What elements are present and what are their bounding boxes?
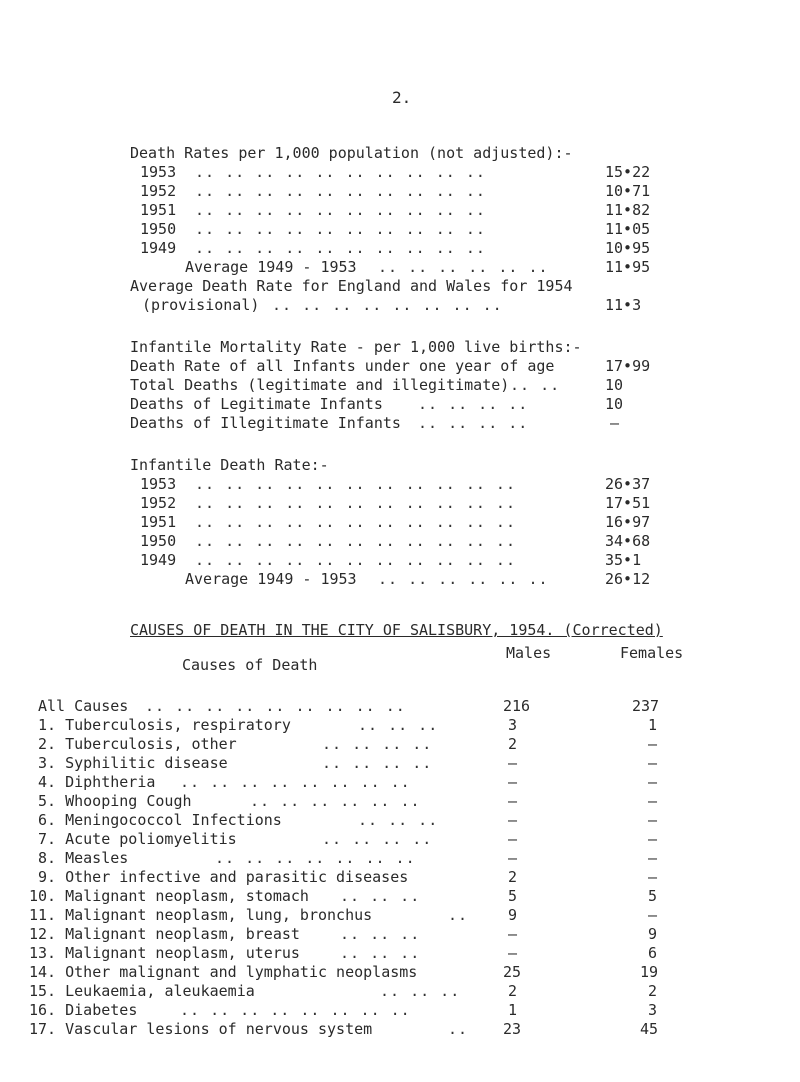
dot-leader: .. .. .. .. .. .. ..: [215, 849, 416, 867]
dot-leader: .. .. ..: [340, 925, 421, 943]
males-value: –: [508, 925, 518, 943]
dot-leader: ..: [448, 1020, 469, 1038]
infant-rate-average-value: 26•12: [605, 570, 651, 588]
females-value: –: [648, 735, 658, 753]
infant-rate-year: 1953: [140, 475, 177, 493]
causes-table-title: CAUSES OF DEATH IN THE CITY OF SALISBURY, 1954. (Corrected): [130, 621, 663, 639]
females-value: –: [648, 773, 658, 791]
dot-leader: .. .. .. .. .. .. .. ..: [180, 773, 411, 791]
cause-label: 5. Whooping Cough: [38, 792, 192, 810]
males-value: –: [508, 773, 518, 791]
dot-leader: .. .. .. .. .. .. .. .. ..: [145, 697, 406, 715]
england-wales-label-2: (provisional): [142, 296, 260, 314]
illegitimate-deaths-value: –: [610, 414, 620, 432]
males-value: 216: [503, 697, 531, 715]
dot-leader: .. .. .. .. .. .. .. .. .. .. ..: [195, 494, 516, 512]
column-header-males: Males: [506, 644, 552, 662]
dot-leader: .. .. .. .. .. .. .. .. .. .. ..: [195, 532, 516, 550]
males-value: –: [508, 792, 518, 810]
males-value: –: [508, 754, 518, 772]
cause-label: 17. Vascular lesions of nervous system: [29, 1020, 373, 1038]
death-rate-value: 11•05: [605, 220, 651, 238]
females-value: 3: [648, 1001, 658, 1019]
death-rate-value: 10•71: [605, 182, 651, 200]
cause-label: 3. Syphilitic disease: [38, 754, 228, 772]
england-wales-label: Average Death Rate for England and Wales for 1954: [130, 277, 573, 295]
infantile-death-rate-heading: Infantile Death Rate:-: [130, 456, 329, 474]
column-header-cause: Causes of Death: [182, 656, 318, 674]
dot-leader: .. .. .. .. .. ..: [378, 570, 549, 588]
death-rate-year: 1951: [140, 201, 177, 219]
infant-rate-value: 34•68: [605, 532, 651, 550]
death-rate-year: 1950: [140, 220, 177, 238]
females-value: –: [648, 792, 658, 810]
infant-rate-year: 1949: [140, 551, 177, 569]
dot-leader: .. .. .. .. .. .. .. ..: [272, 296, 503, 314]
females-value: –: [648, 849, 658, 867]
infantile-mortality-heading: Infantile Mortality Rate - per 1,000 live births:-: [130, 338, 582, 356]
death-rate-year: 1949: [140, 239, 177, 257]
dot-leader: .. .. .. .. .. ..: [378, 258, 549, 276]
dot-leader: .. .. .. .. .. .. .. .. .. .. ..: [195, 551, 516, 569]
males-value: –: [508, 849, 518, 867]
cause-label: 10. Malignant neoplasm, stomach: [29, 887, 309, 905]
dot-leader: .. .. .. .. .. .. .. .. .. ..: [195, 201, 486, 219]
infant-rate-value: 35•1: [605, 551, 642, 569]
females-value: 6: [648, 944, 658, 962]
total-deaths-label: Total Deaths (legitimate and illegitimate): [130, 376, 510, 394]
dot-leader: .. .. .. .. .. .. .. .. .. .. ..: [195, 475, 516, 493]
cause-label: 11. Malignant neoplasm, lung, bronchus: [29, 906, 373, 924]
males-value: 25: [503, 963, 522, 981]
males-value: 9: [508, 906, 518, 924]
males-value: 23: [503, 1020, 522, 1038]
dot-leader: ..: [448, 906, 469, 924]
males-value: 5: [508, 887, 518, 905]
dot-leader: .. .. .. .. .. .. .. .. .. ..: [195, 182, 486, 200]
cause-label: 1. Tuberculosis, respiratory: [38, 716, 291, 734]
cause-label: All Causes: [38, 697, 129, 715]
females-value: 9: [648, 925, 658, 943]
infant-rate-value: 16•97: [605, 513, 651, 531]
males-value: –: [508, 830, 518, 848]
cause-label: 4. Diphtheria: [38, 773, 156, 791]
males-value: 1: [508, 1001, 518, 1019]
illegitimate-deaths-label: Deaths of Illegitimate Infants: [130, 414, 401, 432]
infant-rate-year: 1950: [140, 532, 177, 550]
females-value: –: [648, 754, 658, 772]
dot-leader: .. .. .. ..: [322, 754, 433, 772]
cause-label: 15. Leukaemia, aleukaemia: [29, 982, 255, 1000]
males-value: –: [508, 944, 518, 962]
females-value: –: [648, 868, 658, 886]
dot-leader: .. .. .. ..: [418, 395, 529, 413]
england-wales-value: 11•3: [605, 296, 642, 314]
dot-leader: .. .. ..: [380, 982, 461, 1000]
infant-rate-value: 17•51: [605, 494, 651, 512]
death-rate-value: 11•82: [605, 201, 651, 219]
death-rate-value: 10•95: [605, 239, 651, 257]
cause-label: 7. Acute poliomyelitis: [38, 830, 237, 848]
infant-rate-value: 26•37: [605, 475, 651, 493]
dot-leader: .. .. .. ..: [322, 830, 433, 848]
males-value: –: [508, 811, 518, 829]
death-rate-average-value: 11•95: [605, 258, 651, 276]
dot-leader: .. .. .. .. .. .. .. .. .. ..: [195, 220, 486, 238]
females-value: –: [648, 830, 658, 848]
cause-label: 2. Tuberculosis, other: [38, 735, 237, 753]
dot-leader: .. .. ..: [340, 944, 421, 962]
dot-leader: .. .. .. .. .. ..: [250, 792, 421, 810]
females-value: –: [648, 811, 658, 829]
dot-leader: .. .. .. .. .. .. .. ..: [180, 1001, 411, 1019]
legitimate-deaths-label: Deaths of Legitimate Infants: [130, 395, 383, 413]
cause-label: 8. Measles: [38, 849, 129, 867]
males-value: 2: [508, 735, 518, 753]
females-value: 1: [648, 716, 658, 734]
dot-leader: .. .. ..: [358, 811, 439, 829]
dot-leader: .. .. .. ..: [418, 414, 529, 432]
females-value: 19: [640, 963, 659, 981]
females-value: 2: [648, 982, 658, 1000]
death-rate-value: 15•22: [605, 163, 651, 181]
dot-leader: .. .. ..: [340, 887, 421, 905]
infant-rate-year: 1952: [140, 494, 177, 512]
females-value: 45: [640, 1020, 659, 1038]
dot-leader: .. .. .. ..: [322, 735, 433, 753]
cause-label: 16. Diabetes: [29, 1001, 138, 1019]
infant-death-rate-value: 17•99: [605, 357, 651, 375]
column-header-females: Females: [620, 644, 684, 662]
dot-leader: .. .. .. .. .. .. .. .. .. ..: [195, 163, 486, 181]
cause-label: 14. Other malignant and lymphatic neoplasms: [29, 963, 418, 981]
infant-rate-year: 1951: [140, 513, 177, 531]
females-value: 5: [648, 887, 658, 905]
cause-label: 9. Other infective and parasitic diseases: [38, 868, 409, 886]
dot-leader: .. .. .. .. .. .. .. .. .. ..: [195, 239, 486, 257]
males-value: 2: [508, 982, 518, 1000]
cause-label: 6. Meningococcol Infections: [38, 811, 282, 829]
total-deaths-value: 10: [605, 376, 624, 394]
cause-label: 13. Malignant neoplasm, uterus: [29, 944, 300, 962]
infant-rate-average-label: Average 1949 - 1953: [185, 570, 357, 588]
page-number: 2.: [392, 88, 412, 107]
death-rate-year: 1953: [140, 163, 177, 181]
death-rate-year: 1952: [140, 182, 177, 200]
females-value: –: [648, 906, 658, 924]
cause-label: 12. Malignant neoplasm, breast: [29, 925, 300, 943]
legitimate-deaths-value: 10: [605, 395, 624, 413]
death-rates-heading: Death Rates per 1,000 population (not adjusted):-: [130, 144, 573, 162]
males-value: 3: [508, 716, 518, 734]
infant-death-rate-label: Death Rate of all Infants under one year of age: [130, 357, 555, 375]
dot-leader: .. ..: [510, 376, 561, 394]
females-value: 237: [632, 697, 660, 715]
dot-leader: .. .. .. .. .. .. .. .. .. .. ..: [195, 513, 516, 531]
males-value: 2: [508, 868, 518, 886]
dot-leader: .. .. ..: [358, 716, 439, 734]
death-rate-average-label: Average 1949 - 1953: [185, 258, 357, 276]
